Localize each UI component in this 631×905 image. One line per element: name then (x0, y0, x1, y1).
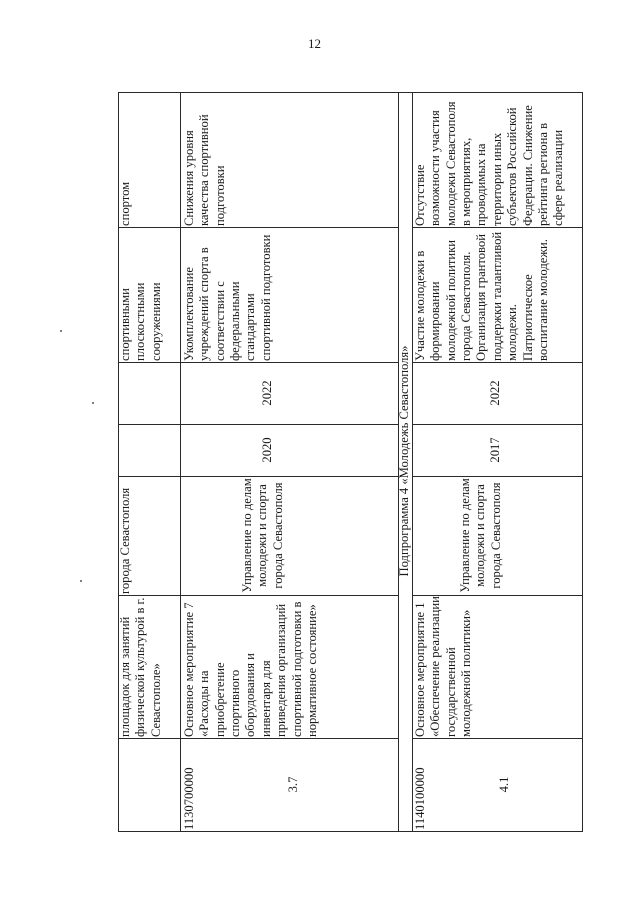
scan-speck (60, 330, 62, 332)
r41-code: 1140100000 (413, 767, 427, 830)
r41-name: Основное мероприятие 1 «Обеспечение реализации государственной молодежной политики» (413, 596, 474, 737)
top-executor: города Севастополя (118, 487, 132, 594)
page-number: 12 (308, 36, 321, 51)
r41-start: 2017 (488, 437, 502, 463)
r41-end: 2022 (488, 380, 502, 406)
r37-num: 3.7 (286, 776, 300, 793)
subprogram-title: Подпрограмма 4 «Молодежь Севастополя» (397, 345, 411, 577)
top-result: спортивными плоскостными сооружениями (118, 282, 163, 361)
scan-speck (80, 580, 82, 582)
r37-consequence: Снижения уровня качества спортивной подготовки (182, 114, 227, 226)
scan-speck (92, 402, 94, 404)
r37-end: 2022 (260, 380, 274, 406)
r41-result: Участие молодежи в формировании молодежной политики города Севастополя. Организация грантовой поддержки талантливой молодежи. Патриотическое воспитание молодежи. (413, 231, 550, 361)
r37-start: 2020 (260, 437, 274, 463)
r37-name: Основное мероприятие 7 «Расходы на приобретение спортивного оборудования и инвентаря для приведения организаций спортивной подготовки в нормативное состояние» (182, 601, 319, 737)
r37-code: 1130700000 (182, 767, 196, 830)
top-name: площадок для занятий физической культурой в г. Севастополе» (118, 597, 163, 737)
r41-num: 4.1 (497, 776, 511, 793)
top-consequence: спортом (118, 181, 132, 226)
r41-executor: Управление по делам молодежи и спорта города Севастополя (458, 478, 503, 593)
r37-result: Укомплектование учреждений спорта в соответствии с федеральными стандартами спортивной подготовки (182, 234, 273, 361)
r41-consequence: Отсутствие возможности участия молодежи Севастополя в мероприятиях, проводимых на территории иных субъектов Российской Федерации. Снижение рейтинга региона в сфере реализации (413, 101, 566, 226)
r37-executor: Управление по делам молодежи и спорта города Севастополя (240, 478, 285, 593)
